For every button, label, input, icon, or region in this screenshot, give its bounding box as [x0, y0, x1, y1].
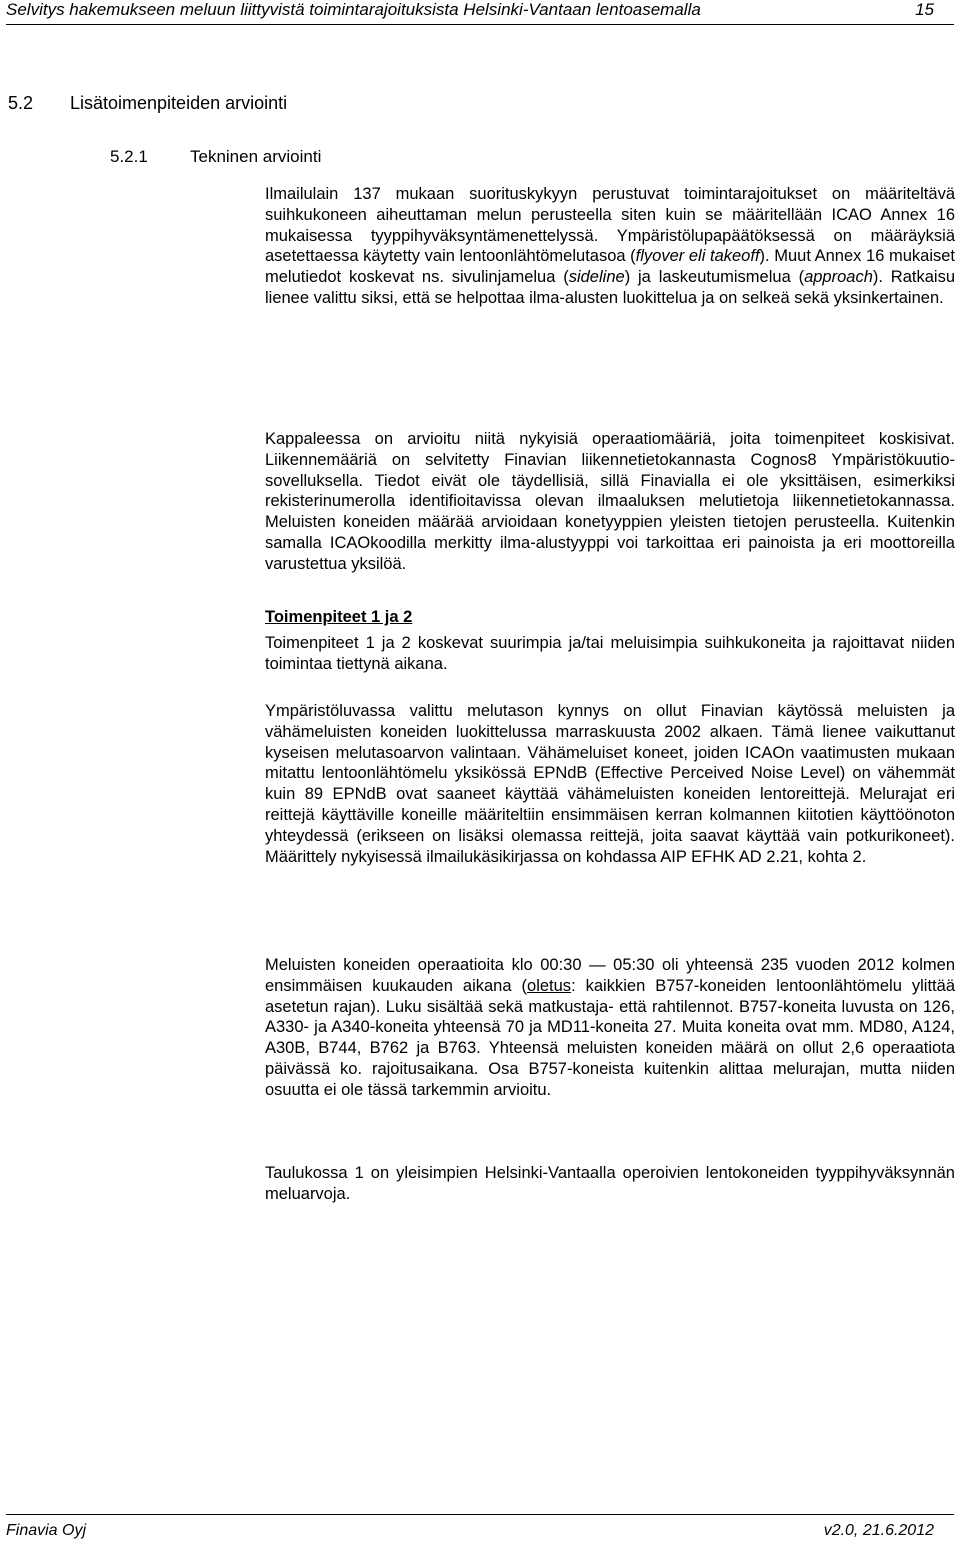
paragraph-text: Kappaleessa on arvioitu niitä nykyisiä operaatiomääriä, joita toimenpiteet koskisivat. Liikennemääriä on selvitetty Finavian liikennetietokannasta Cognos8 Ympäristökuutio-sovelluksella. Tiedot eivät ole täydellisiä, sillä Finavialla ei ole yksittäisen, esimerkiksi rekisterinumerolla identifioitavissa olevan ilmaaluksen melutietoja liikennetietokannassa. Meluisten koneiden määrää arvioidaan konetyyppien yleisten tietojen perusteella. Kuitenkin samalla ICAOkoodilla merkitty ilma-alustyyppi voi tarkoittaa eri painoista ja eri moottoreilla varustettua yksilöä. — [265, 430, 955, 573]
subsection-heading — [110, 146, 321, 168]
paragraph-noise-threshold — [265, 701, 955, 867]
page-footer — [6, 1514, 954, 1541]
paragraph-night-operations — [265, 955, 955, 1101]
text-run: Ilmailulain 137 mukaan suorituskykyyn perustuvat toimintarajoitukset on määriteltävä suihkukoneen aiheuttaman melun perusteella siten kuin se määritellään ICAO Annex 16 mukaisessa tyyppihyväksyntämenettelyssä. Ympäristölupapäätöksessä on määräyksiä asetettaessa käytetty vain lentoonlähtömelutasoa ( — [265, 185, 955, 266]
underlined-term: oletus — [527, 976, 572, 995]
subsection-title: Tekninen arviointi — [190, 147, 322, 166]
paragraph-text: Taulukossa 1 on yleisimpien Helsinki-Vantaalla operoivien lentokoneiden tyyppihyväksynnän meluarvoja. — [265, 1164, 955, 1203]
paragraph-measures — [265, 633, 955, 675]
text-run: : kaikkien B757-koneiden lentoonlähtömelu ylittää asetetun rajan). Luku sisältää sekä matkustaja- että rahtilennot. B757-koneita luvusta on 126, A330- ja A340-koneita yhteensä 70 ja MD11-koneita 27. Muita koneita ovat mm. MD80, A124, A30B, B744, B762 ja B763. Yhteensä meluisten koneiden määrä on ollut 2,6 operaatiota päivässä ko. rajoitusaikana. Osa B757-koneista kuitenkin alittaa melurajan, mutta niiden osuutta ei ole tässä tarkemmin arvioitu. — [265, 976, 955, 1099]
measures-heading: Toimenpiteet 1 ja 2 — [265, 608, 413, 626]
section-number: 5.2 — [8, 93, 34, 113]
italic-term: approach — [804, 268, 873, 287]
page-header — [6, 0, 954, 25]
text-run: Meluisten koneiden operaatioita klo 00:30 — 05:30 oli yhteensä 235 vuoden 2012 kolmen ensimmäisen kuukauden aikana ( — [265, 956, 955, 995]
footer-company: Finavia Oyj — [6, 1522, 87, 1539]
italic-term: flyover eli takeoff — [635, 247, 760, 266]
paragraph-technical-basis — [265, 184, 955, 309]
text-run: ). Ratkaisu lienee valittu siksi, että se helpottaa ilma-alusten luokittelua ja on selkeä sekä yksinkertainen. — [265, 268, 955, 307]
italic-term: sideline — [568, 268, 625, 287]
paragraph-operation-volumes — [265, 429, 955, 575]
header-title: Selvitys hakemukseen meluun liittyvistä toimintarajoituksista Helsinki-Vantaan lentoasemalla — [6, 0, 701, 19]
text-run: ). Muut Annex 16 mukaiset melutiedot koskevat ns. sivulinjamelua ( — [265, 247, 956, 287]
paragraph-text: Toimenpiteet 1 ja 2 koskevat suurimpia ja/tai meluisimpia suihkukoneita ja rajoittavat niiden toimintaa tiettynä aikana. — [265, 634, 955, 673]
paragraph-text: Ympäristöluvassa valittu melutason kynnys on ollut Finavian käytössä meluisten ja vähämeluisten koneiden luokittelussa marraskuusta 2002 alkaen. Tämä lienee vaikuttanut kyseisen melutasoarvon valintaan. Vähämeluiset koneet, joiden ICAOn vaatimusten mukaan mitattu lentoonlähtömelu yksikössä EPNdB (Effective Perceived Noise Level) on vähemmät kuin 89 EPNdB ovat saaneet käyttää vähämeluisten koneiden lentoreittejä. Melurajat eri reittejä käyttäville koneille määriteltiin ensimmäisen kerran kolmannen kiitotien käyttöönoton yhteydessä (erikseen on lisäksi olemassa reittejä, joita saavat käyttää vain potkurikoneet). Määrittely nykyisessä ilmailukäsikirjassa on kohdassa AIP EFHK AD 2.21, kohta 2. — [265, 702, 955, 866]
paragraph-table-reference — [265, 1163, 955, 1205]
text-run: ) ja laskeutumismelua ( — [624, 268, 805, 287]
section-heading — [8, 92, 287, 114]
subsection-number: 5.2.1 — [110, 147, 148, 166]
page-number: 15 — [915, 0, 934, 19]
footer-version: v2.0, 21.6.2012 — [823, 1522, 934, 1539]
section-title: Lisätoimenpiteiden arviointi — [70, 93, 288, 113]
